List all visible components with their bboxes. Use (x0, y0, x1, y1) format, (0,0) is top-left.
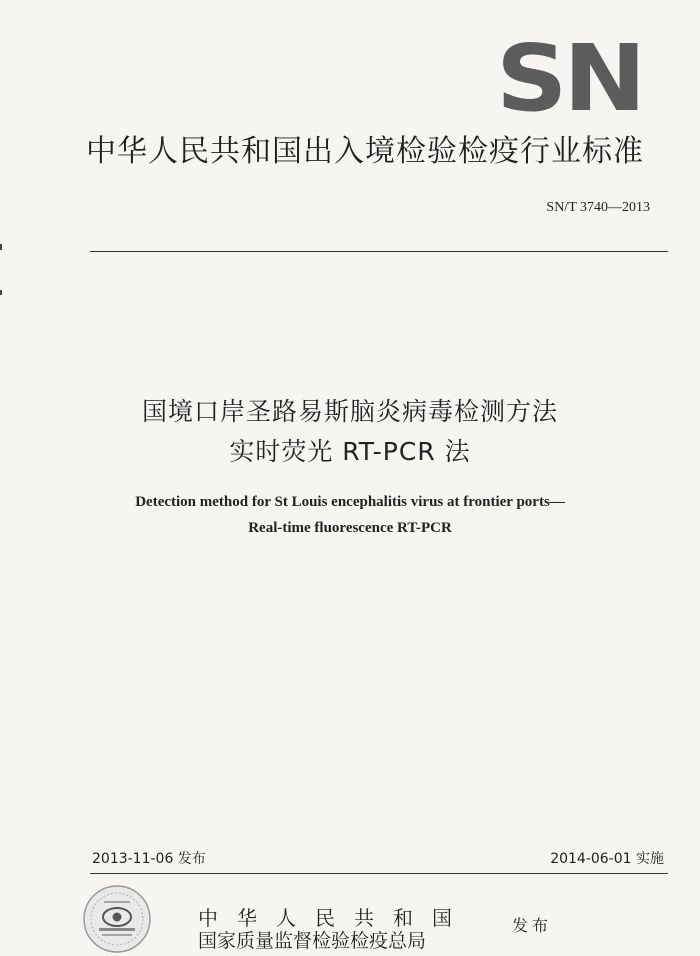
implementation-date: 2014-06-01 实施 (550, 851, 664, 867)
issue-date: 2013-11-06 发布 (92, 851, 206, 867)
industry-standard-title: 中华人民共和国出入境检验检疫行业标准 (86, 134, 644, 169)
standard-number: SN/T 3740—2013 (546, 200, 650, 215)
issuing-authority: 国家质量监督检验检疫总局 (198, 930, 427, 952)
top-divider (90, 251, 668, 252)
chinese-title-line-2: 实时荧光 RT-PCR 法 (229, 437, 471, 466)
scan-mark (0, 290, 2, 295)
publish-label: 发布 (512, 916, 553, 935)
bottom-divider (90, 873, 668, 874)
issuer-name: 中华人民共和国 (198, 906, 471, 930)
english-title-line-2: Real-time fluorescence RT-PCR (248, 520, 452, 536)
sn-logo: SN (495, 25, 643, 132)
english-title-line-1: Detection method for St Louis encephalitis virus at frontier ports— (135, 494, 565, 510)
anti-counterfeit-seal-icon (82, 884, 152, 954)
scan-mark (0, 244, 2, 250)
chinese-title-line-1: 国境口岸圣路易斯脑炎病毒检测方法 (141, 397, 558, 426)
